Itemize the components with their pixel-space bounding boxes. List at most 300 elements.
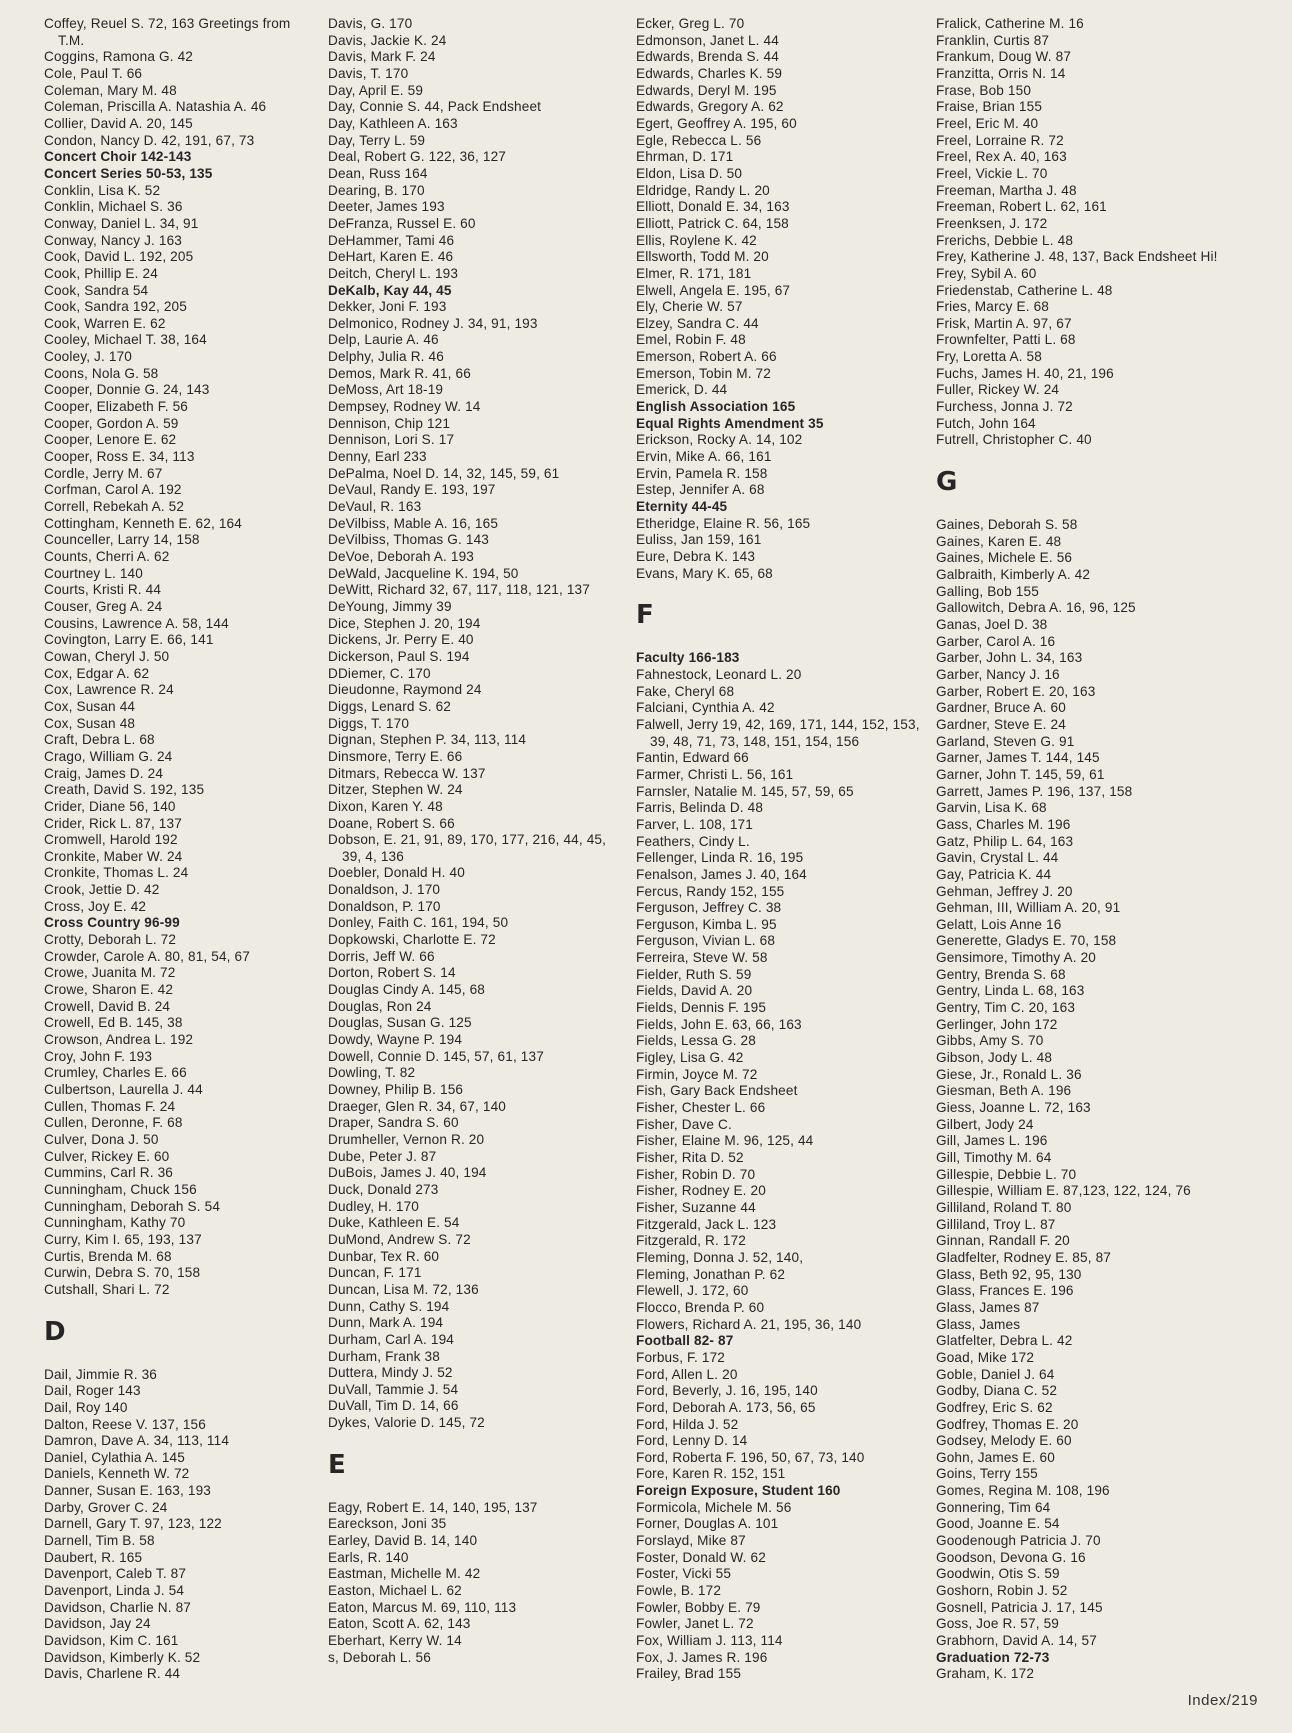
index-entry: Dube, Peter J. 87 xyxy=(328,1148,437,1164)
index-entry: Gaines, Michele E. 56 xyxy=(936,550,1073,566)
index-entry: Fisher, Rita D. 52 xyxy=(636,1150,744,1165)
index-entry: Gaines, Deborah S. 58 xyxy=(936,517,1078,533)
index-entry: Darnell, Gary T. 97, 123, 122 xyxy=(44,1516,222,1532)
index-entry: DeVaul, Randy E. 193, 197 xyxy=(328,482,496,498)
index-entry: Conklin, Lisa K. 52 xyxy=(44,182,161,198)
index-entry: Glatfelter, Debra L. 42 xyxy=(936,1333,1073,1349)
index-entry: Dorton, Robert S. 14 xyxy=(328,965,456,981)
index-entry: Draper, Sandra S. 60 xyxy=(328,1115,459,1131)
index-entry: Generette, Gladys E. 70, 158 xyxy=(936,933,1117,949)
index-entry: Elzey, Sandra C. 44 xyxy=(636,315,759,331)
index-entry: Ford, Lenny D. 14 xyxy=(636,1433,748,1449)
index-entry: Crowell, David B. 24 xyxy=(44,998,171,1014)
index-entry: Coleman, Priscilla A. Natashia A. 46 xyxy=(44,99,267,115)
index-entry: Duke, Kathleen E. 54 xyxy=(328,1215,460,1231)
index-entry: Galling, Bob 155 xyxy=(936,583,1039,599)
index-entry: Fraise, Brian 155 xyxy=(936,99,1043,115)
index-entry: Danner, Susan E. 163, 193 xyxy=(44,1483,211,1499)
index-entry: Culver, Dona J. 50 xyxy=(44,1131,159,1147)
index-entry: Courts, Kristi R. 44 xyxy=(44,582,162,598)
index-entry: Garvin, Lisa K. 68 xyxy=(936,800,1047,816)
index-entry: Gill, James L. 196 xyxy=(936,1133,1048,1149)
page-number: Index/219 xyxy=(1187,1692,1258,1709)
index-entry: Crago, William G. 24 xyxy=(44,748,173,764)
index-entry: Davis, Jackie K. 24 xyxy=(328,32,447,48)
index-entry: Gelatt, Lois Anne 16 xyxy=(936,916,1062,932)
index-entry: Curtis, Brenda M. 68 xyxy=(44,1248,172,1264)
index-entry: Ellis, Roylene K. 42 xyxy=(636,232,757,248)
index-entry: Figley, Lisa G. 42 xyxy=(636,1050,744,1066)
index-entry: Dignan, Stephen P. 34, 113, 114 xyxy=(328,732,527,748)
index-entry: Ditmars, Rebecca W. 137 xyxy=(328,765,486,781)
index-entry: Gehman, III, William A. 20, 91 xyxy=(936,900,1121,916)
index-entry: Donaldson, J. 170 xyxy=(328,882,441,898)
index-entry: Giess, Joanne L. 72, 163 xyxy=(936,1100,1091,1116)
index-entry: Collier, David A. 20, 145 xyxy=(44,115,193,131)
index-entry-heading: Eternity 44-45 xyxy=(636,499,728,515)
index-entry: Glass, Beth 92, 95, 130 xyxy=(936,1266,1082,1282)
index-entry: Cooper, Elizabeth F. 56 xyxy=(44,399,189,415)
index-entry: Denny, Earl 233 xyxy=(328,449,427,465)
index-entry: Donaldson, P. 170 xyxy=(328,898,441,914)
index-entry: Edwards, Brenda S. 44 xyxy=(636,49,779,65)
index-entry: Godfrey, Thomas E. 20 xyxy=(936,1416,1079,1432)
index-entry: Dudley, H. 170 xyxy=(328,1198,420,1214)
index-entry: Emerson, Tobin M. 72 xyxy=(636,365,771,381)
index-entry: Goodson, Devona G. 16 xyxy=(936,1549,1086,1565)
index-entry: Ferguson, Vivian L. 68 xyxy=(636,933,776,949)
index-entry: Fleming, Jonathan P. 62 xyxy=(636,1266,786,1282)
index-entry: Delp, Laurie A. 46 xyxy=(328,332,439,348)
index-entry: Crowder, Carole A. 80, 81, 54, 67 xyxy=(44,948,250,964)
index-entry: Fowler, Bobby E. 79 xyxy=(636,1599,761,1615)
index-entry: Dennison, Chip 121 xyxy=(328,415,451,431)
index-entry: Coffey, Reuel S. 72, 163 Greetings from T.M. xyxy=(44,16,291,48)
index-entry: Fielder, Ruth S. 59 xyxy=(636,966,752,982)
index-entry: Godby, Diana C. 52 xyxy=(936,1383,1058,1399)
index-entry: Covington, Larry E. 66, 141 xyxy=(44,632,214,648)
index-entry: Emerson, Robert A. 66 xyxy=(636,349,777,365)
index-entry: Edwards, Charles K. 59 xyxy=(636,65,783,81)
index-entry: Cooper, Ross E. 34, 113 xyxy=(44,449,195,465)
index-entry: Eaton, Marcus M. 69, 110, 113 xyxy=(328,1599,517,1615)
index-entry: Fisher, Suzanne 44 xyxy=(636,1199,756,1215)
index-entry: Freel, Eric M. 40 xyxy=(936,115,1039,131)
index-entry: Cox, Susan 48 xyxy=(44,715,136,731)
index-entry: Ely, Cherie W. 57 xyxy=(636,299,743,315)
index-entry: Gehman, Jeffrey J. 20 xyxy=(936,883,1073,899)
index-entry: Franklin, Curtis 87 xyxy=(936,32,1050,48)
index-entry: Davenport, Caleb T. 87 xyxy=(44,1566,187,1582)
index-entry: Frankum, Doug W. 87 xyxy=(936,49,1072,65)
index-entry: Ginnan, Randall F. 20 xyxy=(936,1233,1070,1249)
index-entry: Gilbert, Jody 24 xyxy=(936,1116,1034,1132)
index-entry: Futrell, Christopher C. 40 xyxy=(936,432,1092,448)
index-entry: Fowle, B. 172 xyxy=(636,1583,722,1599)
index-entry: Cummins, Carl R. 36 xyxy=(44,1165,173,1181)
index-entry: Curry, Kim I. 65, 193, 137 xyxy=(44,1231,202,1247)
index-entry: Dykes, Valorie D. 145, 72 xyxy=(328,1415,485,1431)
index-entry: Demos, Mark R. 41, 66 xyxy=(328,365,471,381)
index-entry: Graham, K. 172 xyxy=(936,1666,1035,1682)
index-entry: DeHart, Karen E. 46 xyxy=(328,249,454,265)
index-entry: Conklin, Michael S. 36 xyxy=(44,199,183,215)
index-entry: Frerichs, Debbie L. 48 xyxy=(936,232,1074,248)
index-entry: Dennison, Lori S. 17 xyxy=(328,432,455,448)
index-entry: Glass, Frances E. 196 xyxy=(936,1283,1074,1299)
index-entry: Crumley, Charles E. 66 xyxy=(44,1065,187,1081)
index-entry-heading: Foreign Exposure, Student 160 xyxy=(636,1483,841,1499)
index-entry: Frailey, Brad 155 xyxy=(636,1666,742,1682)
index-entry: Egle, Rebecca L. 56 xyxy=(636,132,762,148)
index-entry: Frey, Katherine J. 48, 137, Back Endsheet Hi! xyxy=(936,249,1218,265)
index-entry: Cook, Sandra 192, 205 xyxy=(44,299,187,315)
index-entry: Euliss, Jan 159, 161 xyxy=(636,532,762,548)
index-entry: Fitzgerald, R. 172 xyxy=(636,1233,746,1249)
index-entry: Durham, Carl A. 194 xyxy=(328,1331,455,1347)
index-entry: DeVoe, Deborah A. 193 xyxy=(328,549,474,564)
index-entry: Foster, Donald W. 62 xyxy=(636,1549,766,1565)
index-entry: Fralick, Catherine M. 16 xyxy=(936,16,1084,31)
index-entry: Freel, Vickie L. 70 xyxy=(936,165,1048,181)
index-column-2 xyxy=(328,16,618,1666)
index-entry: Forslayd, Mike 87 xyxy=(636,1533,746,1549)
index-entry: DeFranza, Russel E. 60 xyxy=(328,215,476,231)
index-entry-heading: Football 82- 87 xyxy=(636,1333,734,1349)
index-entry: Davidson, Charlie N. 87 xyxy=(44,1599,192,1615)
index-entry: Goshorn, Robin J. 52 xyxy=(936,1583,1068,1599)
index-entry: Gillespie, Debbie L. 70 xyxy=(936,1166,1077,1182)
index-entry-heading: Concert Series 50-53, 135 xyxy=(44,165,213,181)
index-entry: Eldon, Lisa D. 50 xyxy=(636,165,743,181)
index-entry: Gay, Patricia K. 44 xyxy=(936,866,1052,882)
index-entry: Goble, Daniel J. 64 xyxy=(936,1366,1055,1382)
index-entry: Cooley, J. 170 xyxy=(44,349,132,365)
index-entry: Godsey, Melody E. 60 xyxy=(936,1433,1072,1449)
index-entry: DeVilbiss, Thomas G. 143 xyxy=(328,532,490,548)
index-entry: s, Deborah L. 56 xyxy=(328,1649,431,1665)
index-entry: Elwell, Angela E. 195, 67 xyxy=(636,282,791,298)
section-letter: G xyxy=(936,467,958,498)
index-entry: Gillespie, William E. 87,123, 122, 124, 76 xyxy=(936,1183,1191,1199)
index-entry: Day, April E. 59 xyxy=(328,82,424,98)
index-entry: Condon, Nancy D. 42, 191, 67, 73 xyxy=(44,132,255,148)
index-entry: Furchess, Jonna J. 72 xyxy=(936,399,1073,415)
index-entry: Counceller, Larry 14, 158 xyxy=(44,532,200,548)
index-column-1 xyxy=(44,16,306,1683)
index-entry: Fellenger, Linda R. 16, 195 xyxy=(636,850,804,866)
index-entry: Ford, Allen L. 20 xyxy=(636,1366,738,1382)
index-entry: Eagy, Robert E. 14, 140, 195, 137 xyxy=(328,1499,538,1515)
index-entry: Easton, Michael L. 62 xyxy=(328,1583,462,1599)
index-entry: Erickson, Rocky A. 14, 102 xyxy=(636,432,803,448)
index-entry: Cullen, Deronne, F. 68 xyxy=(44,1115,183,1131)
index-entry: Conway, Daniel L. 34, 91 xyxy=(44,215,199,231)
index-entry-heading: English Association 165 xyxy=(636,399,796,415)
index-entry: Day, Connie S. 44, Pack Endsheet xyxy=(328,99,542,115)
index-entry: Freeman, Martha J. 48 xyxy=(936,182,1077,198)
index-entry: Ferguson, Kimba L. 95 xyxy=(636,916,777,932)
index-entry: Cronkite, Thomas L. 24 xyxy=(44,865,189,881)
index-entry: Edwards, Deryl M. 195 xyxy=(636,82,777,98)
index-entry: Gaines, Karen E. 48 xyxy=(936,533,1062,549)
index-entry: Dail, Roger 143 xyxy=(44,1383,141,1399)
index-entry: Franzitta, Orris N. 14 xyxy=(936,65,1066,81)
index-entry: Darnell, Tim B. 58 xyxy=(44,1533,155,1549)
index-entry: DeVilbiss, Mable A. 16, 165 xyxy=(328,515,499,531)
index-entry: Cox, Edgar A. 62 xyxy=(44,665,150,681)
index-entry: Frey, Sybil A. 60 xyxy=(936,265,1037,281)
index-entry: DuMond, Andrew S. 72 xyxy=(328,1231,471,1247)
index-entry: Craig, James D. 24 xyxy=(44,765,164,781)
index-entry: Gibson, Jody L. 48 xyxy=(936,1050,1053,1066)
index-entry: Formicola, Michele M. 56 xyxy=(636,1499,792,1515)
index-entry: Crowe, Juanita M. 72 xyxy=(44,965,176,981)
index-entry: Culbertson, Laurella J. 44 xyxy=(44,1082,203,1097)
index-entry-heading: Faculty 166-183 xyxy=(636,650,740,666)
index-entry: Farris, Belinda D. 48 xyxy=(636,800,764,816)
index-entry: Cook, Warren E. 62 xyxy=(44,315,166,331)
index-entry: Gavin, Crystal L. 44 xyxy=(936,850,1059,866)
index-entry: Craft, Debra L. 68 xyxy=(44,732,155,748)
index-entry: Gomes, Regina M. 108, 196 xyxy=(936,1483,1110,1499)
index-entry: Ferreira, Steve W. 58 xyxy=(636,950,768,966)
index-entry: Fantin, Edward 66 xyxy=(636,750,749,766)
index-entry: Ecker, Greg L. 70 xyxy=(636,16,745,31)
index-entry: Deitch, Cheryl L. 193 xyxy=(328,265,459,281)
index-entry: Crowe, Sharon E. 42 xyxy=(44,982,174,998)
index-entry: Dinsmore, Terry E. 66 xyxy=(328,748,463,764)
index-entry: Ford, Hilda J. 52 xyxy=(636,1416,739,1432)
index-entry: Fields, Lessa G. 28 xyxy=(636,1033,756,1049)
index-entry: Goodwin, Otis S. 59 xyxy=(936,1566,1060,1582)
index-entry: Farmer, Christi L. 56, 161 xyxy=(636,766,794,782)
index-entry: Dail, Jimmie R. 36 xyxy=(44,1366,157,1382)
index-entry: Goins, Terry 155 xyxy=(936,1466,1038,1482)
index-entry: Garner, John T. 145, 59, 61 xyxy=(936,766,1105,782)
index-entry: Garner, James T. 144, 145 xyxy=(936,750,1100,766)
section-letter: F xyxy=(636,600,654,631)
index-entry: Douglas, Ron 24 xyxy=(328,998,432,1014)
index-entry: Duttera, Mindy J. 52 xyxy=(328,1365,453,1381)
index-entry: Ervin, Pamela R. 158 xyxy=(636,465,768,481)
index-entry: Garber, Nancy J. 16 xyxy=(936,666,1060,682)
index-entry: Davidson, Jay 24 xyxy=(44,1616,151,1632)
index-entry: Ford, Beverly, J. 16, 195, 140 xyxy=(636,1383,818,1399)
index-entry: Emel, Robin F. 48 xyxy=(636,332,746,348)
index-entry: Dickens, Jr. Perry E. 40 xyxy=(328,632,474,648)
index-entry: Gill, Timothy M. 64 xyxy=(936,1150,1052,1165)
index-entry-heading: DeKalb, Kay 44, 45 xyxy=(328,282,452,298)
index-entry: Fisher, Elaine M. 96, 125, 44 xyxy=(636,1133,814,1149)
index-entry: Day, Kathleen A. 163 xyxy=(328,115,458,131)
index-entry: Day, Terry L. 59 xyxy=(328,132,426,148)
index-entry: Glass, James xyxy=(936,1316,1021,1332)
index-entry: Cunningham, Chuck 156 xyxy=(44,1181,197,1197)
index-entry: Eure, Debra K. 143 xyxy=(636,549,756,564)
index-entry: Daubert, R. 165 xyxy=(44,1549,143,1565)
index-entry: Feathers, Cindy L. xyxy=(636,833,750,849)
index-entry: Duncan, F. 171 xyxy=(328,1265,422,1281)
index-entry: DeHammer, Tami 46 xyxy=(328,232,455,248)
index-entry: Frownfelter, Patti L. 68 xyxy=(936,332,1076,348)
index-entry: DeYoung, Jimmy 39 xyxy=(328,598,452,614)
index-entry: Daniels, Kenneth W. 72 xyxy=(44,1466,190,1482)
index-entry: Fry, Loretta A. 58 xyxy=(936,349,1042,365)
index-entry: Giese, Jr., Ronald L. 36 xyxy=(936,1066,1082,1082)
index-entry: Farver, L. 108, 171 xyxy=(636,816,753,832)
index-entry: Cox, Susan 44 xyxy=(44,698,136,714)
index-entry: Fore, Karen R. 152, 151 xyxy=(636,1466,786,1482)
index-entry: Downey, Philip B. 156 xyxy=(328,1082,464,1097)
index-entry: Ervin, Mike A. 66, 161 xyxy=(636,449,772,465)
index-entry: Cutshall, Shari L. 72 xyxy=(44,1281,170,1297)
index-entry: Dowling, T. 82 xyxy=(328,1065,416,1081)
index-entry-heading: Equal Rights Amendment 35 xyxy=(636,415,824,431)
index-entry: Edwards, Gregory A. 62 xyxy=(636,99,784,115)
index-entry: Dice, Stephen J. 20, 194 xyxy=(328,615,481,631)
index-entry: Galbraith, Kimberly A. 42 xyxy=(936,567,1091,583)
index-entry: Gerlinger, John 172 xyxy=(936,1016,1058,1032)
index-entry: Garber, Robert E. 20, 163 xyxy=(936,683,1096,699)
index-entry: Cowan, Cheryl J. 50 xyxy=(44,648,170,664)
index-entry: Davidson, Kim C. 161 xyxy=(44,1633,179,1649)
index-entry: Douglas, Susan G. 125 xyxy=(328,1015,472,1031)
index-entry: DeMoss, Art 18-19 xyxy=(328,382,444,398)
index-entry: Gensimore, Timothy A. 20 xyxy=(936,950,1096,966)
index-entry: Crider, Rick L. 87, 137 xyxy=(44,815,182,831)
index-entry: Dorris, Jeff W. 66 xyxy=(328,948,435,964)
index-entry: Fox, J. James R. 196 xyxy=(636,1649,768,1665)
index-entry: Ganas, Joel D. 38 xyxy=(936,617,1048,632)
index-entry: Freenksen, J. 172 xyxy=(936,215,1048,231)
index-entry: Gatz, Philip L. 64, 163 xyxy=(936,833,1074,849)
index-entry: Dearing, B. 170 xyxy=(328,182,425,198)
index-entry: Cunningham, Kathy 70 xyxy=(44,1215,186,1231)
index-entry: Fitzgerald, Jack L. 123 xyxy=(636,1216,777,1232)
index-entry: Dieudonne, Raymond 24 xyxy=(328,682,482,698)
index-entry: Goad, Mike 172 xyxy=(936,1349,1035,1365)
index-entry: Gilliland, Roland T. 80 xyxy=(936,1199,1072,1215)
index-entry: Freeman, Robert L. 62, 161 xyxy=(936,199,1107,215)
index-entry: Frase, Bob 150 xyxy=(936,82,1032,98)
index-entry: Eastman, Michelle M. 42 xyxy=(328,1566,481,1582)
index-entry: Diggs, Lenard S. 62 xyxy=(328,698,452,714)
index-entry: Darby, Grover C. 24 xyxy=(44,1499,168,1515)
index-entry: Gallowitch, Debra A. 16, 96, 125 xyxy=(936,600,1136,616)
index-entry: Dopkowski, Charlotte E. 72 xyxy=(328,932,496,948)
index-entry: Creath, David S. 192, 135 xyxy=(44,782,205,798)
index-entry: Dean, Russ 164 xyxy=(328,165,428,181)
index-entry: Gass, Charles M. 196 xyxy=(936,816,1071,832)
index-entry: Ehrman, D. 171 xyxy=(636,149,734,165)
index-entry: Dunbar, Tex R. 60 xyxy=(328,1248,440,1264)
index-entry: Dunn, Cathy S. 194 xyxy=(328,1298,450,1314)
index-entry: Eareckson, Joni 35 xyxy=(328,1516,447,1532)
index-column-3 xyxy=(636,16,926,1683)
index-entry: Falciani, Cynthia A. 42 xyxy=(636,700,775,716)
index-entry: Earls, R. 140 xyxy=(328,1549,409,1565)
index-entry: Ditzer, Stephen W. 24 xyxy=(328,782,463,798)
index-entry: Coggins, Ramona G. 42 xyxy=(44,49,193,65)
index-entry: Cullen, Thomas F. 24 xyxy=(44,1098,176,1114)
index-entry: Garber, John L. 34, 163 xyxy=(936,650,1083,666)
index-entry: Dail, Roy 140 xyxy=(44,1399,128,1415)
index-entry: Gosnell, Patricia J. 17, 145 xyxy=(936,1599,1103,1615)
index-entry: Goss, Joe R. 57, 59 xyxy=(936,1616,1059,1632)
index-column-4 xyxy=(936,16,1236,1683)
index-entry: Cooper, Lenore E. 62 xyxy=(44,432,177,448)
index-entry: Deal, Robert G. 122, 36, 127 xyxy=(328,149,507,165)
index-entry: Fuchs, James H. 40, 21, 196 xyxy=(936,365,1114,381)
index-entry: Courtney L. 140 xyxy=(44,565,143,581)
index-entry: Dekker, Joni F. 193 xyxy=(328,299,447,315)
index-entry: Crook, Jettie D. 42 xyxy=(44,882,160,898)
index-entry: Dobson, E. 21, 91, 89, 170, 177, 216, 44, 45, 39, 4, 136 xyxy=(328,832,607,864)
section-letter: E xyxy=(328,1449,346,1480)
index-entry: Gentry, Tim C. 20, 163 xyxy=(936,1000,1076,1016)
index-entry: Fields, John E. 63, 66, 163 xyxy=(636,1016,802,1032)
index-entry: DDiemer, C. 170 xyxy=(328,665,431,681)
index-entry: Davis, T. 170 xyxy=(328,65,409,81)
index-entry: Duncan, Lisa M. 72, 136 xyxy=(328,1281,479,1297)
index-entry: Etheridge, Elaine R. 56, 165 xyxy=(636,515,811,531)
index-entry: Egert, Geoffrey A. 195, 60 xyxy=(636,115,797,131)
index-entry: Davenport, Linda J. 54 xyxy=(44,1583,185,1599)
index-entry: Fenalson, James J. 40, 164 xyxy=(636,866,807,882)
index-entry: Cook, David L. 192, 205 xyxy=(44,249,194,265)
index-entry: DuBois, James J. 40, 194 xyxy=(328,1165,487,1181)
index-entry: Futch, John 164 xyxy=(936,415,1036,431)
index-entry: Good, Joanne E. 54 xyxy=(936,1516,1060,1532)
index-entry: Garland, Steven G. 91 xyxy=(936,733,1075,749)
index-entry: Dunn, Mark A. 194 xyxy=(328,1315,444,1331)
index-entry: Flewell, J. 172, 60 xyxy=(636,1283,749,1299)
index-entry: Crowell, Ed B. 145, 38 xyxy=(44,1015,183,1031)
index-entry: Dempsey, Rodney W. 14 xyxy=(328,399,481,415)
index-entry: Garber, Carol A. 16 xyxy=(936,633,1056,649)
index-entry: Cromwell, Harold 192 xyxy=(44,832,178,848)
index-entry: Fish, Gary Back Endsheet xyxy=(636,1083,798,1099)
index-entry: Gibbs, Amy S. 70 xyxy=(936,1033,1044,1049)
index-entry: Fries, Marcy E. 68 xyxy=(936,299,1049,315)
index-entry: Goodenough Patricia J. 70 xyxy=(936,1533,1101,1549)
index-entry: Fisher, Chester L. 66 xyxy=(636,1100,766,1116)
index-entry: Culver, Rickey E. 60 xyxy=(44,1148,170,1164)
section-letter: D xyxy=(44,1316,66,1347)
index-entry: Foster, Vicki 55 xyxy=(636,1566,732,1582)
index-entry: Coleman, Mary M. 48 xyxy=(44,82,177,98)
index-entry: Durham, Frank 38 xyxy=(328,1348,440,1364)
index-entry: Fisher, Dave C. xyxy=(636,1116,732,1132)
index-entry: Fisher, Rodney E. 20 xyxy=(636,1183,766,1199)
index-entry: Dixon, Karen Y. 48 xyxy=(328,798,443,814)
index-entry: Flowers, Richard A. 21, 195, 36, 140 xyxy=(636,1316,862,1332)
index-entry: Diggs, T. 170 xyxy=(328,715,410,731)
index-entry: Dowdy, Wayne P. 194 xyxy=(328,1032,463,1048)
index-entry: Delphy, Julia R. 46 xyxy=(328,349,444,365)
index-entry: Gladfelter, Rodney E. 85, 87 xyxy=(936,1249,1111,1265)
index-entry: Crider, Diane 56, 140 xyxy=(44,798,176,814)
index-entry-heading: Concert Choir 142-143 xyxy=(44,149,192,165)
index-entry: DeWald, Jacqueline K. 194, 50 xyxy=(328,565,519,581)
index-entry: Curwin, Debra S. 70, 158 xyxy=(44,1265,201,1281)
index-entry: Forner, Douglas A. 101 xyxy=(636,1516,779,1532)
index-entry: Crotty, Deborah L. 72 xyxy=(44,932,177,948)
index-entry: Deeter, James 193 xyxy=(328,199,445,215)
index-entry: Cunningham, Deborah S. 54 xyxy=(44,1198,221,1214)
index-entry: Davidson, Kimberly K. 52 xyxy=(44,1649,201,1665)
